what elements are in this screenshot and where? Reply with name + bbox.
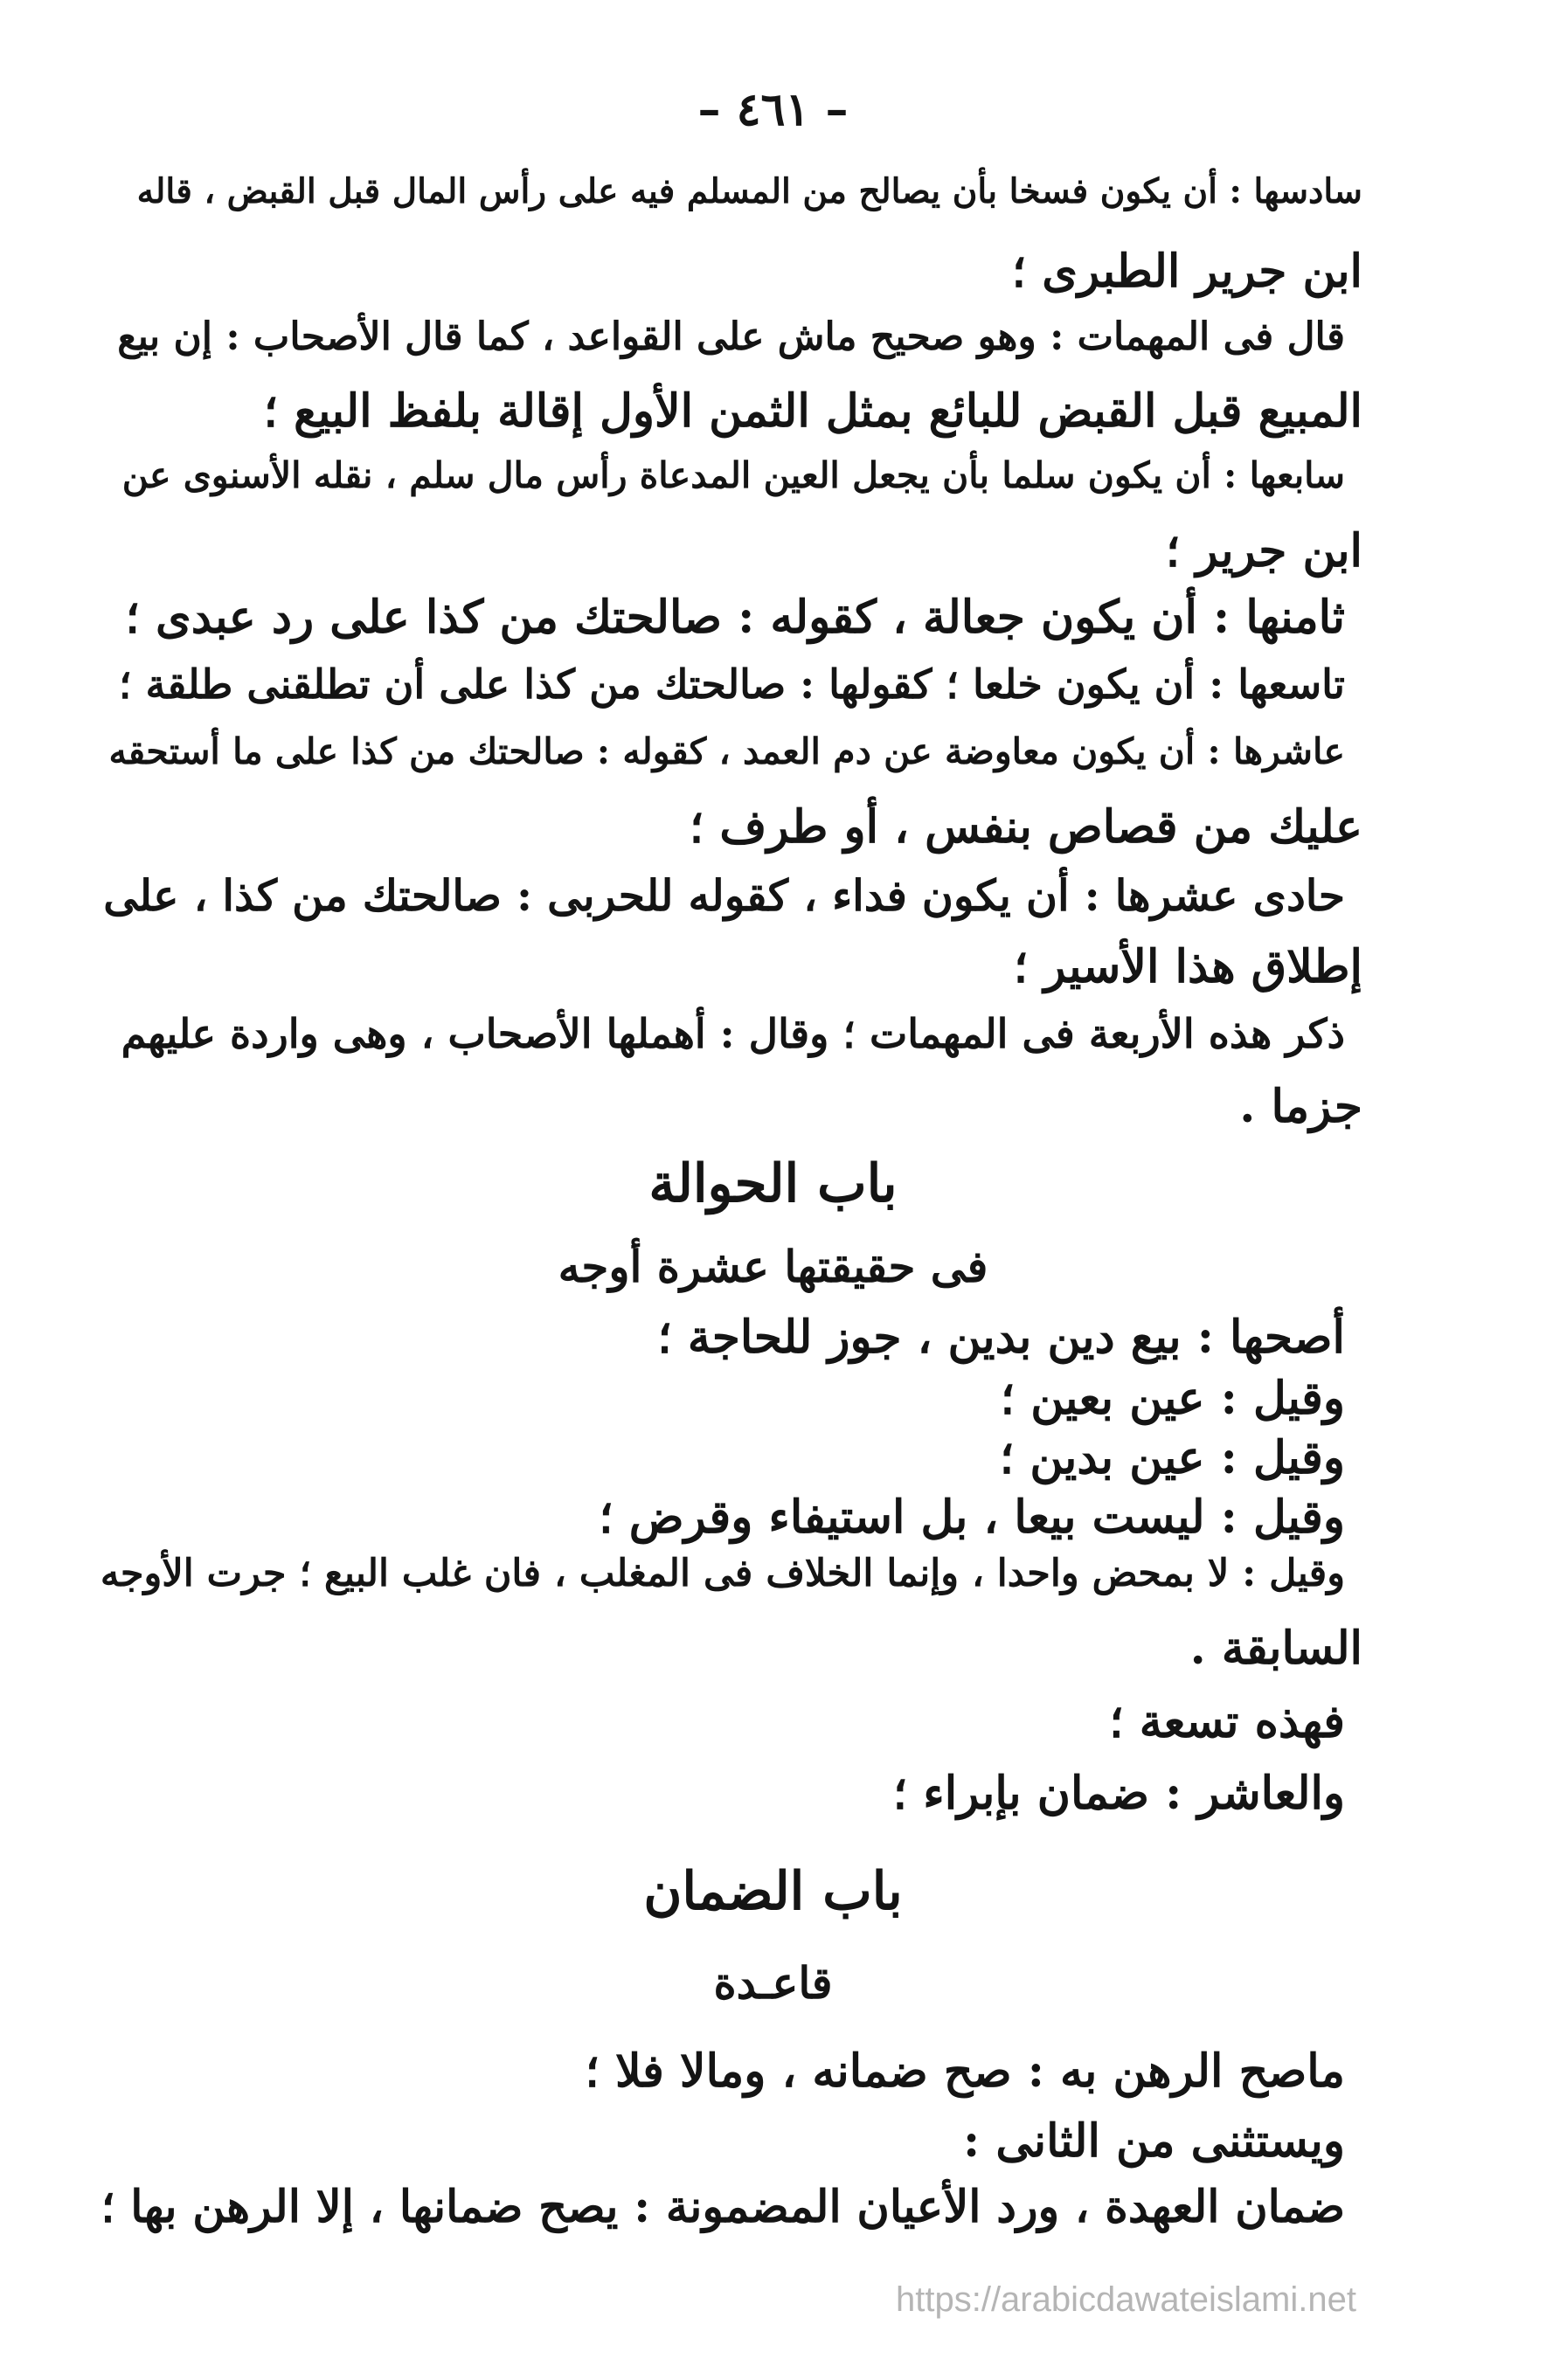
- text-line: عليك من قصاص بنفس ، أو طرف ؛: [689, 800, 1362, 854]
- rule-heading: قاعـدة: [713, 1957, 833, 2009]
- text-line: إطلاق هذا الأسير ؛: [1013, 940, 1362, 993]
- section-subheading: فى حقيقتها عشرة أوجه: [558, 1241, 988, 1292]
- text-line: فهذه تسعة ؛: [1109, 1695, 1345, 1748]
- text-line: ذكر هذه الأربعة فى المهمات ؛ وقال : أهملها الأصحاب ، وهى واردة عليهم: [121, 1010, 1345, 1057]
- text-line: ضمان العهدة ، ورد الأعيان المضمونة : يصح ضمانها ، إلا الرهن بها ؛: [101, 2181, 1345, 2233]
- text-line: سابعها : أن يكون سلما بأن يجعل العين المدعاة رأس مال سلم ، نقله الأسنوى عن: [121, 454, 1345, 496]
- page-number: – ٤٦١ –: [697, 83, 849, 136]
- text-line: وقيل : ليست بيعا ، بل استيفاء وقرض ؛: [599, 1491, 1345, 1544]
- text-line: قال فى المهمات : وهو صحيح ماش على القواعد ، كما قال الأصحاب : إن بيع: [117, 315, 1345, 359]
- text-line: وقيل : لا بمحض واحدا ، وإنما الخلاف فى المغلب ، فان غلب البيع ؛ جرت الأوجه: [100, 1552, 1345, 1595]
- text-line: ثامنها : أن يكون جعالة ، كقوله : صالحتك من كذا على رد عبدى ؛: [125, 591, 1345, 644]
- watermark: https://arabicdawateislami.net: [896, 2280, 1356, 2319]
- text-line: عاشرها : أن يكون معاوضة عن دم العمد ، كقوله : صالحتك من كذا على ما أستحقه: [108, 730, 1345, 772]
- text-line: سادسها : أن يكون فسخا بأن يصالح من المسلم فيه على رأس المال قبل القبض ، قاله: [136, 171, 1362, 211]
- section-heading-daman: باب الضمان: [643, 1861, 903, 1922]
- text-line: جزما .: [1239, 1080, 1362, 1133]
- text-line: وقيل : عين بدين ؛: [999, 1431, 1345, 1484]
- text-line: ويستثنى من الثانى :: [963, 2114, 1345, 2168]
- text-line: السابقة .: [1189, 1622, 1362, 1675]
- text-line: أصحها : بيع دين بدين ، جوز للحاجة ؛: [657, 1311, 1345, 1364]
- text-line: والعاشر : ضمان بإبراء ؛: [892, 1767, 1345, 1820]
- text-line: تاسعها : أن يكون خلعا ؛ كقولها : صالحتك من كذا على أن تطلقنى طلقة ؛: [118, 661, 1345, 708]
- section-heading-hawala: باب الحوالة: [648, 1153, 898, 1214]
- text-line: وقيل : عين بعين ؛: [1000, 1372, 1345, 1425]
- text-line: ماصح الرهن به : صح ضمانه ، ومالا فلا ؛: [585, 2044, 1345, 2098]
- text-line: حادى عشرها : أن يكون فداء ، كقوله للحربى : صالحتك من كذا ، على: [103, 870, 1345, 921]
- text-line: ابن جرير ؛: [1165, 524, 1362, 578]
- text-line: المبيع قبل القبض للبائع بمثل الثمن الأول إقالة بلفظ البيع ؛: [263, 384, 1362, 438]
- text-line: ابن جرير الطبرى ؛: [1011, 245, 1362, 298]
